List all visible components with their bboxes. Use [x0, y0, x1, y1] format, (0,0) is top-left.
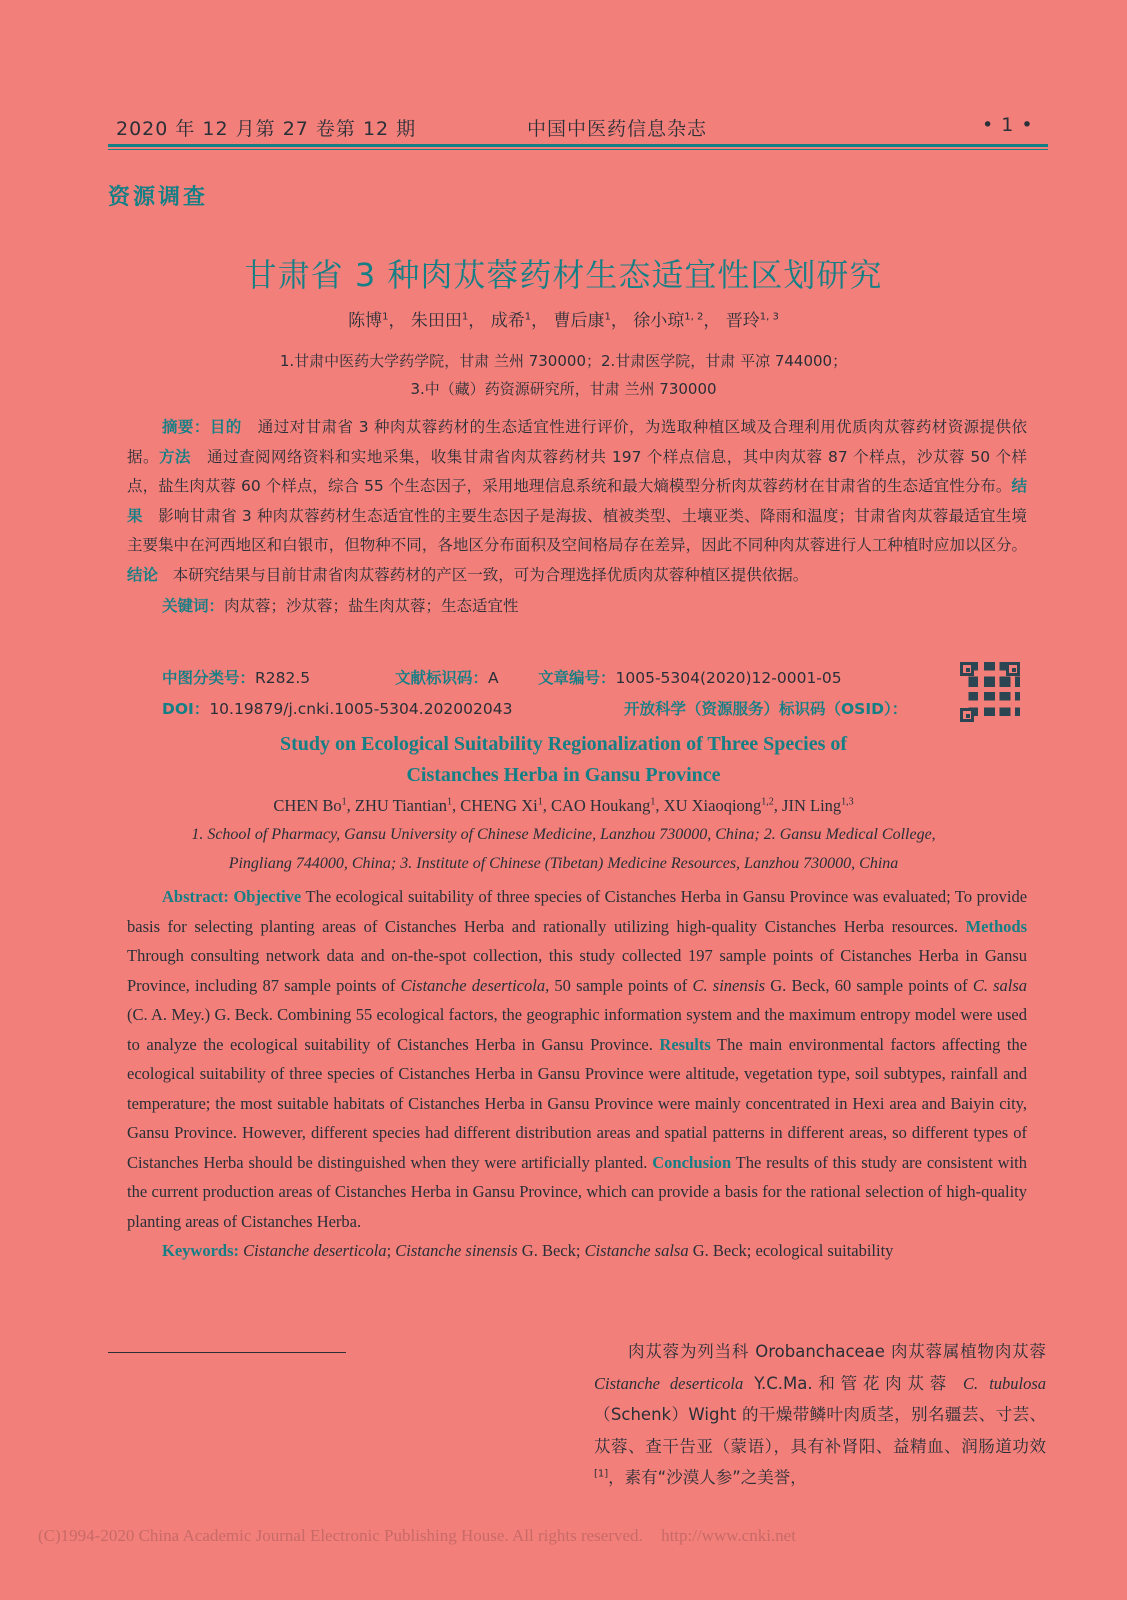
article-number-label: 文章编号： [538, 669, 616, 687]
objective-en-label: Objective [233, 887, 302, 906]
cnki-link[interactable]: http://www.cnki.net [661, 1526, 796, 1545]
doccode-line [395, 666, 499, 688]
author-affil-sup: 1 [461, 311, 469, 323]
author-name: 朱田田 [410, 311, 462, 331]
author-affil-sup: 1 [650, 796, 656, 808]
body-text: ，素有“沙漠人参”之美誉， [608, 1468, 807, 1487]
author-affil-sup: 1 [537, 796, 543, 808]
author-affil-sup: 1 [604, 311, 611, 323]
species-name: Cistanche deserticola [400, 975, 546, 995]
title-en-line1: Study on Ecological Suitability Regionalization of Three Species of [279, 733, 848, 755]
keyword: G. Beck; [521, 1241, 581, 1260]
keywords-en-label: Keywords: [162, 1241, 239, 1260]
footnote-rule [108, 1352, 346, 1353]
objective-label: 目的 [209, 418, 242, 436]
author-name: ZHU Tiantian [354, 796, 447, 815]
results-en-text: The main environmental factors affecting the ecological suitability of three species of Cistanches Herba in Gansu Province were altitude, vegetation type, soil subtypes, rainfall and temperature; the most suitable habitats of Cistanches Herba in Gansu Province were mainly concentrated in Hexi area and Baiyin city, Gansu Province. However, different species had different distribution areas and spatial patterns in different areas, so different types of Cistanches Herba should be distinguished when they were artificially planted. [127, 1034, 1028, 1172]
body-text: Y.C.Ma.和管花肉苁蓉 [754, 1373, 952, 1393]
abstract-en [127, 882, 1027, 1266]
article-number-value: 1005-5304(2020)12-0001-05 [615, 669, 842, 687]
authors-en: CHEN Bo$^1$, ZHU Tiantian$^1$, CHENG Xi$^1$, CAO Houkang$^1$, XU Xiaoqiong$^{1,2}$, JIN Ling$^{1,3}$ [273, 796, 854, 815]
citation-ref[interactable]: [1] [594, 1468, 609, 1480]
objective-en-text: The ecological suitability of three species of Cistanches Herba in Gansu Province was evaluated; To provide basis for selecting planting areas of Cistanches Herba and rationally utilizing high-quality Cistanches Herba resources. [127, 887, 1028, 936]
methods-en-text: Through consulting network data and on-the-spot collection, this study collected 197 sample points of Cistanches Herba in Gansu Province, including 87 sample points of [127, 946, 1027, 995]
objective-text: 通过对甘肃省 3 种肉苁蓉药材的生态适宜性进行评价，为选取种植区域及合理利用优质肉苁蓉药材资源提供依据。 [127, 418, 1027, 466]
abstract-cn-label: 摘要： [162, 418, 210, 436]
author-name: CAO Houkang [550, 796, 651, 815]
author-name: CHEN Bo [273, 796, 342, 815]
keywords-en: Keywords: Cistanche deserticola; Cistanche sinensis G. Beck; Cistanche salsa G. Beck; ecological suitability [162, 1241, 894, 1260]
methods-en-text: G. Beck, 60 sample points of [770, 975, 968, 995]
authors-cn: 陈博$^1$， 朱田田$^1$， 成希$^1$， 曹后康$^1$， 徐小琼$^{1, 2}$， 晋玲$^{1, 3}$ [348, 311, 779, 331]
species-name: Cistanche deserticola [594, 1373, 744, 1393]
keyword: Cistanche salsa [584, 1241, 689, 1260]
doi-label: DOI： [162, 700, 210, 718]
keyword: G. Beck; ecological suitability [692, 1241, 894, 1260]
abstract-en-label: Abstract: [162, 887, 229, 906]
title-en-line2: Cistanches Herba in Gansu Province [406, 764, 721, 786]
author-name: JIN Ling [782, 796, 842, 815]
keywords-cn-label: 关键词： [162, 597, 225, 615]
article-number-line [538, 666, 842, 688]
author-name: 成希 [490, 311, 525, 331]
methods-text: 通过查阅网络资料和实地采集，收集甘肃省肉苁蓉药材共 197 个样点信息，其中肉苁蓉 87 个样点，沙苁蓉 50 个样点，盐生肉苁蓉 60 个样点，综合 55 个生态因子，采用地理信息系统和最大熵模型分析肉苁蓉药材在甘肃省的生态适宜性分布。 [127, 447, 1027, 495]
methods-label: 方法 [158, 447, 191, 466]
species-name: C. sinensis [692, 975, 766, 995]
results-text: 影响甘肃省 3 种肉苁蓉药材生态适宜性的主要生态因子是海拔、植被类型、土壤亚类、降雨和温度；甘肃省肉苁蓉最适宜生境主要集中在河西地区和白银市，但物种不同，各地区分布面积及空间格局存在差异，因此不同种肉苁蓉进行人工种植时应加以区分。 [127, 506, 1027, 554]
author-affil-sup: 1,3 [841, 796, 854, 808]
clc-line [162, 666, 310, 688]
species-name: tubulosa [989, 1373, 1047, 1393]
clc-label: 中图分类号： [162, 669, 256, 687]
osid-label: 开放科学（资源服务）标识码（OSID）： [624, 700, 908, 718]
abstract-cn [127, 413, 1027, 622]
author-name: 曹后康 [553, 311, 605, 331]
keywords-cn-text: 肉苁蓉；沙苁蓉；盐生肉苁蓉；生态适宜性 [224, 597, 519, 615]
author-name: 徐小琼 [633, 311, 685, 331]
author-affil-sup: 1 [382, 311, 389, 323]
author-affil-sup: 1, 3 [759, 311, 779, 323]
species-name: C. salsa [972, 975, 1028, 995]
keywords-cn [127, 592, 1027, 622]
conclusion-label: 结论 [127, 565, 159, 584]
affiliation-en-line2: Pingliang 744000, China; 3. Institute of Chinese (Tibetan) Medicine Resources, Lanzhou 730000, China [228, 855, 899, 872]
affiliation-en-line1: 1. School of Pharmacy, Gansu University of Chinese Medicine, Lanzhou 730000, China; 2. Gansu Medical College, [191, 826, 936, 843]
author-affil-sup: 1 [447, 796, 452, 808]
author-name: 晋玲 [725, 311, 760, 331]
results-label: 结果 [127, 477, 1027, 525]
affiliation-cn-line2: 3.中（藏）药资源研究所，甘肃 兰州 730000 [410, 380, 717, 398]
doi-value[interactable]: 10.19879/j.cnki.1005-5304.202002043 [209, 700, 513, 718]
title-cn: 甘肃省 3 种肉苁蓉药材生态适宜性区划研究 [244, 256, 883, 294]
journal-name: 中国中医药信息杂志 [527, 118, 708, 140]
header-rule-thin [108, 149, 1048, 150]
keyword: Cistanche deserticola [243, 1241, 387, 1260]
body-text: （Schenk）Wight 的干燥带鳞叶肉质茎，别名疆芸、寸芸、苁蓉、查干告亚（蒙语），具有补肾阳、益精血、润肠道功效 [594, 1405, 1046, 1456]
author-name: 陈博 [348, 311, 383, 331]
keyword: Cistanche sinensis [395, 1241, 518, 1260]
author-affil-sup: 1 [341, 796, 347, 808]
methods-en-label: Methods [965, 916, 1028, 936]
author-affil-sup: 1,2 [761, 796, 774, 808]
author-affil-sup: 1 [524, 311, 532, 323]
methods-en-text: , 50 sample points of [545, 975, 688, 995]
section-label: 资源调查 [108, 185, 209, 210]
issue-info: 2020 年 12 月第 27 卷第 12 期 [116, 118, 417, 140]
affiliation-cn-line1: 1.甘肃中医药大学药学院，甘肃 兰州 730000；2.甘肃医学院，甘肃 平凉 744000； [279, 352, 848, 370]
osid-qr-code[interactable] [960, 662, 1020, 722]
conclusion-en-text: The results of this study are consistent with the current production areas of Cistanches Herba in Gansu Province, which can provide a basis for the rational selection of high-quality planting areas of Cistanches Herba. [127, 1152, 1027, 1231]
body-text: 肉苁蓉为列当科 Orobanchaceae 肉苁蓉属植物肉苁蓉 [628, 1342, 1046, 1361]
author-name: CHENG Xi [460, 796, 538, 815]
doccode-label: 文献标识码： [395, 669, 489, 687]
page-number: • 1 • [982, 114, 1034, 136]
clc-value: R282.5 [255, 669, 311, 687]
author-name: XU Xiaoqiong [663, 796, 762, 815]
doi-line [162, 697, 512, 719]
copyright-text: (C)1994-2020 China Academic Journal Electronic Publishing House. All rights reserved. [38, 1526, 643, 1545]
doccode-value: A [488, 669, 499, 687]
results-en-label: Results [659, 1034, 711, 1054]
conclusion-text: 本研究结果与目前甘肃省肉苁蓉药材的产区一致，可为合理选择优质肉苁蓉种植区提供依据。 [172, 565, 809, 584]
body-column-right [594, 1336, 1046, 1494]
methods-en-text: (C. A. Mey.) G. Beck. Combining 55 ecological factors, the geographic information system and the maximum entropy model were used to analyze the ecological suitability of Cistanches Herba in Gansu Province. [127, 1005, 1027, 1054]
author-affil-sup: 1, 2 [684, 311, 704, 323]
copyright-footer [38, 1526, 796, 1546]
conclusion-en-label: Conclusion [652, 1152, 732, 1172]
species-name: C. [963, 1373, 979, 1393]
header-rule [108, 144, 1048, 147]
